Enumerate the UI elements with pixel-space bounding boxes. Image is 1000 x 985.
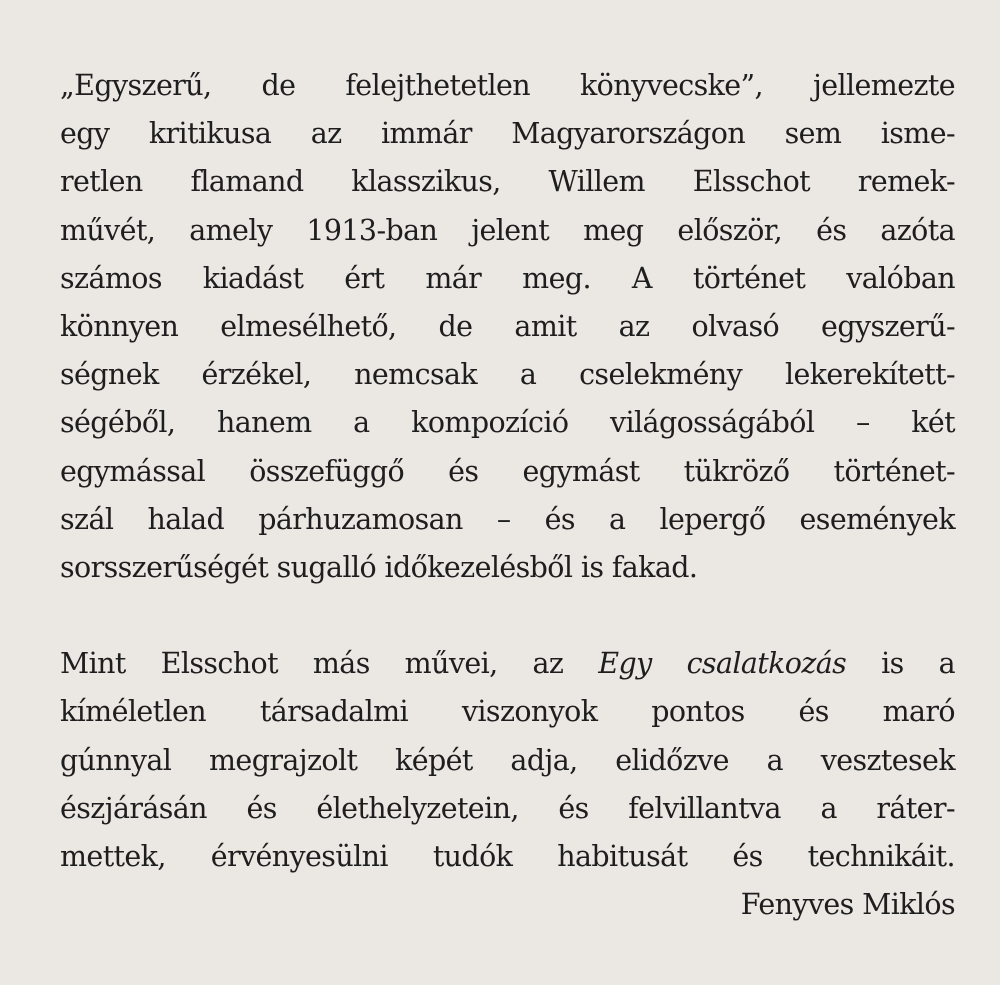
text-line: „Egyszerű, de felejthetetlen könyvecske”, jellemezte — [60, 69, 955, 102]
text-line: sorsszerűségét sugalló időkezelésből is fakad. — [60, 550, 698, 584]
paragraph-gap — [60, 592, 955, 640]
text-segment: Mint Elsschot más művei, az — [60, 647, 599, 681]
back-cover-text — [60, 62, 955, 929]
paragraph-intro — [60, 62, 955, 592]
author-signature: Fenyves Miklós — [740, 888, 955, 922]
text-line: könnyen elmesélhető, de amit az olvasó egyszerű- — [60, 309, 955, 343]
text-line: retlen flamand klasszikus, Willem Elsschot remek- — [60, 165, 955, 199]
paragraph-review — [60, 640, 955, 881]
text-line: gúnnyal megrajzolt képét adja, elidőzve a vesztesek — [60, 743, 955, 777]
text-line: kíméletlen társadalmi viszonyok pontos és maró — [60, 695, 955, 729]
text-line: ségéből, hanem a kompozíció világosságából – két — [60, 406, 955, 440]
book-title: Egy csalatkozás — [598, 647, 847, 681]
text-line: egy kritikusa az immár Magyarországon sem isme- — [60, 117, 955, 151]
text-line: mettek, érvényesülni tudók habitusát és technikáit. — [60, 840, 955, 873]
text-line: egymással összefüggő és egymást tükröző történet- — [60, 454, 955, 488]
text-line: számos kiadást ért már meg. A történet valóban — [60, 261, 955, 295]
text-line — [60, 640, 955, 688]
text-line: észjárásán és élethelyzetein, és felvillantva a ráter- — [60, 791, 955, 825]
text-line: szál halad párhuzamosan – és a lepergő események — [60, 502, 955, 536]
text-line: művét, amely 1913-ban jelent meg először, és azóta — [60, 213, 955, 247]
text-segment: is a — [846, 647, 955, 681]
text-line: ségnek érzékel, nemcsak a cselekmény lekerekített- — [60, 358, 955, 392]
